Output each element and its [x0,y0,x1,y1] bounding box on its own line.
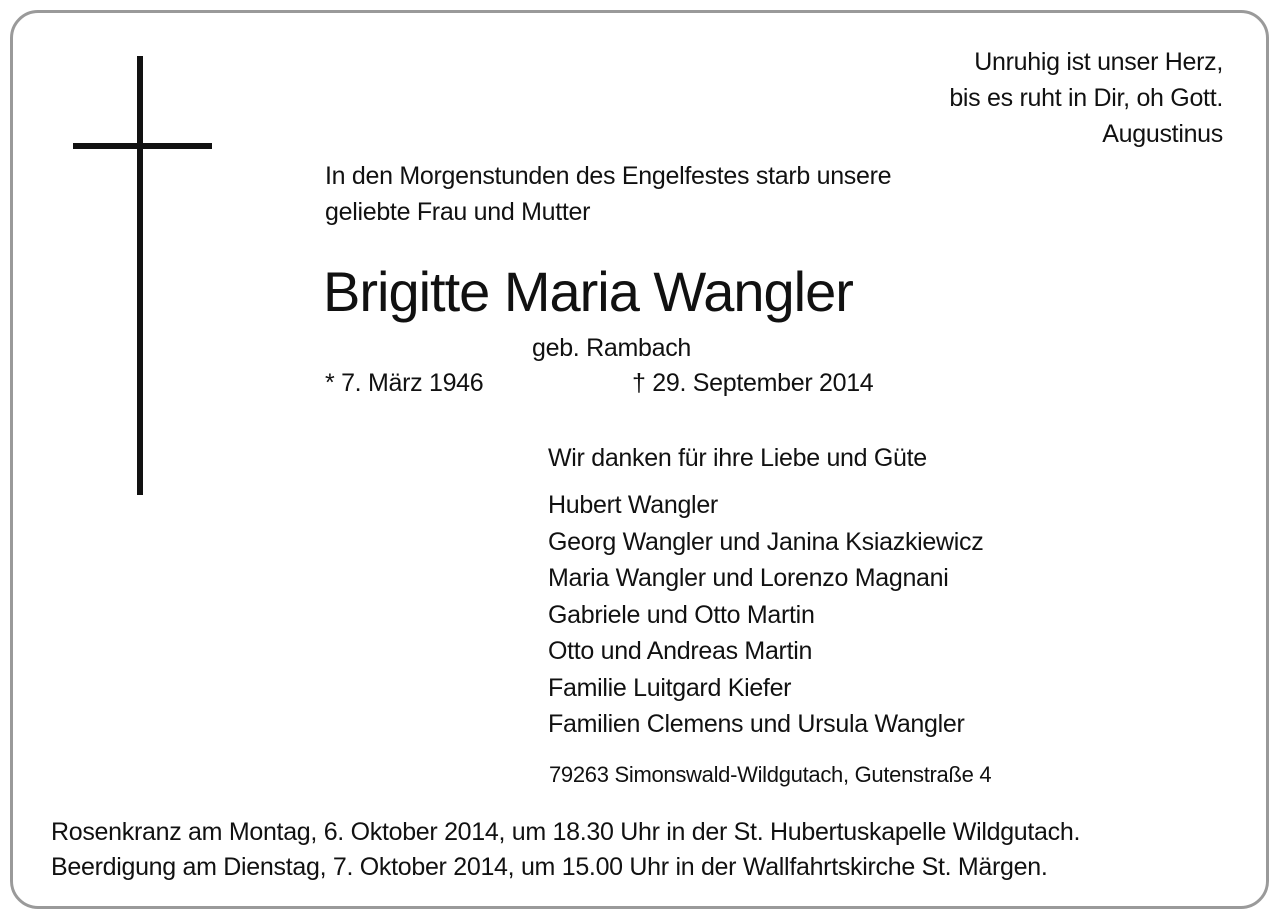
mourner-entry: Familie Luitgard Kiefer [548,673,792,702]
quote-line: bis es ruht in Dir, oh Gott. [949,84,1223,112]
cross-vertical-bar [137,56,143,495]
quote-line: Unruhig ist unser Herz, [974,48,1223,76]
mourner-entry: Maria Wangler und Lorenzo Magnani [548,564,949,592]
mourners-list [548,487,983,743]
intro-text [325,158,891,230]
mourner-entry: Gabriele und Otto Martin [548,600,815,629]
thanks-line: Wir danken für ihre Liebe und Güte [548,444,927,472]
mourner-entry: Georg Wangler und Janina Ksiazkiewicz [548,527,984,556]
mourner-entry: Familien Clemens und Ursula Wangler [548,710,965,738]
intro-line: geliebte Frau und Mutter [325,198,591,226]
cross-horizontal-bar [73,143,212,149]
funeral-info: Beerdigung am Dienstag, 7. Oktober 2014, um 15.00 Uhr in der Wallfahrtskirche St. Märgen. [51,853,1048,881]
deceased-name: Brigitte Maria Wangler [323,260,853,323]
mourners-address: 79263 Simonswald-Wildgutach, Gutenstraße 4 [549,762,992,787]
mourner-entry: Hubert Wangler [548,491,718,519]
service-details [51,815,1080,885]
rosary-info: Rosenkranz am Montag, 6. Oktober 2014, um 18.30 Uhr in der St. Hubertuskapelle Wildgutach. [51,818,1081,846]
death-date: † 29. September 2014 [632,369,874,397]
maiden-name: geb. Rambach [532,334,691,362]
mourner-entry: Otto und Andreas Martin [548,637,813,665]
birth-date: * 7. März 1946 [325,369,484,397]
bible-quote [949,44,1223,152]
intro-line: In den Morgenstunden des Engelfestes starb unsere [325,162,892,190]
quote-author: Augustinus [1102,120,1223,148]
